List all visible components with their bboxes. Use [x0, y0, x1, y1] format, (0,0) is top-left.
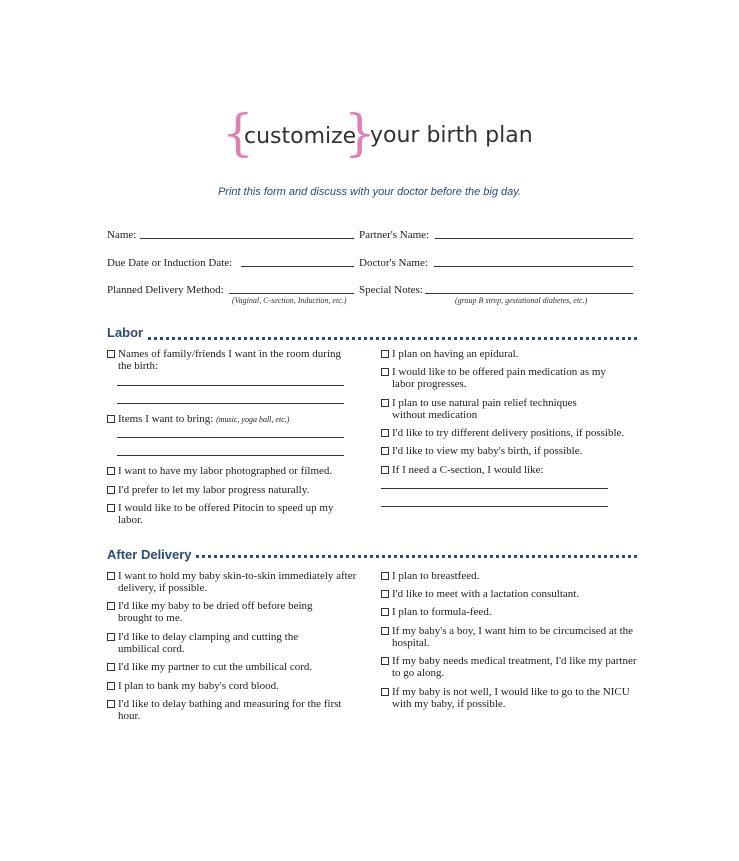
after-nicu-item[interactable]: [381, 686, 637, 710]
labor-csection-item[interactable]: [381, 464, 642, 476]
labor-pitocin-item[interactable]: [107, 502, 348, 526]
delivery-method-label: Planned Delivery Method:: [107, 284, 224, 296]
checkbox[interactable]: [381, 399, 389, 407]
item-label: I plan to breastfeed.: [392, 570, 480, 582]
special-notes-note: (group B strep, gestational diabetes, etc.): [455, 296, 588, 305]
name-field[interactable]: [140, 238, 354, 239]
checkbox[interactable]: [381, 590, 389, 598]
labor-natural-relief-item[interactable]: [381, 397, 607, 421]
item-label: I want to have my labor photographed or filmed.: [118, 465, 333, 477]
after-medical-treatment-item[interactable]: [381, 655, 642, 679]
after-skin-to-skin-item[interactable]: [107, 570, 363, 594]
item-label: I'd like to try different delivery positions, if possible.: [392, 427, 625, 439]
labor-photo-item[interactable]: [107, 465, 363, 477]
item-label: I plan on having an epidural.: [392, 348, 519, 360]
due-date-field[interactable]: [241, 266, 354, 267]
labor-view-birth-item[interactable]: [381, 445, 642, 457]
item-label: Names of family/friends I want in the room during the birth:: [118, 348, 342, 372]
checkbox[interactable]: [381, 447, 389, 455]
labor-items-line-2[interactable]: [117, 455, 344, 456]
checkbox[interactable]: [381, 608, 389, 616]
checkbox[interactable]: [381, 657, 389, 665]
special-notes-field[interactable]: [425, 293, 633, 294]
item-label: I'd prefer to let my labor progress naturally.: [118, 484, 310, 496]
special-notes-label: Special Notes:: [359, 284, 423, 296]
checkbox[interactable]: [107, 602, 115, 610]
checkbox[interactable]: [381, 466, 389, 474]
item-label: If my baby is not well, I would like to go to the NICU with my baby, if possible.: [392, 686, 630, 710]
checkbox[interactable]: [107, 415, 115, 423]
checkbox[interactable]: [107, 504, 115, 512]
item-label: If my baby needs medical treatment, I'd like my partner to go along.: [392, 655, 637, 679]
title-highlight: customize: [244, 124, 357, 149]
after-delay-bathing-item[interactable]: [107, 698, 348, 722]
item-label: I want to hold my baby skin-to-skin immediately after delivery, if possible.: [118, 570, 357, 594]
labor-epidural-item[interactable]: [381, 348, 642, 360]
checkbox[interactable]: [381, 350, 389, 358]
doctor-name-field[interactable]: [434, 266, 633, 267]
checkbox[interactable]: [107, 486, 115, 494]
checkbox[interactable]: [107, 633, 115, 641]
item-label: I'd like to meet with a lactation consultant.: [392, 588, 580, 600]
checkbox[interactable]: [381, 627, 389, 635]
labor-csection-line-1[interactable]: [381, 488, 608, 489]
title-close-brace: }: [344, 104, 376, 162]
after-delivery-heading: After Delivery: [107, 547, 192, 562]
labor-positions-item[interactable]: [381, 427, 647, 439]
checkbox[interactable]: [107, 572, 115, 580]
labor-csection-line-2[interactable]: [381, 506, 608, 507]
item-label: I plan to bank my baby's cord blood.: [118, 680, 279, 692]
items-note: (music, yoga ball, etc.): [216, 415, 290, 424]
labor-items-item[interactable]: [107, 413, 358, 426]
checkbox[interactable]: [381, 429, 389, 437]
item-label: I plan to formula-feed.: [392, 606, 492, 618]
item-label: I would like to be offered Pitocin to speed up my labor.: [118, 502, 334, 526]
after-delivery-divider: [196, 555, 637, 558]
item-label: I'd like to delay bathing and measuring for the first hour.: [118, 698, 342, 722]
title-rest: your birth plan: [370, 123, 533, 148]
title-open-brace: {: [222, 104, 254, 162]
item-label: If I need a C-section, I would like:: [392, 464, 544, 476]
checkbox[interactable]: [381, 688, 389, 696]
after-cord-blood-item[interactable]: [107, 680, 363, 692]
checkbox[interactable]: [107, 700, 115, 708]
after-lactation-item[interactable]: [381, 588, 642, 600]
labor-family-line-2[interactable]: [117, 403, 344, 404]
item-label: I plan to use natural pain relief techniques without medication: [392, 397, 577, 421]
item-label: Items I want to bring:: [118, 413, 214, 425]
due-date-label: Due Date or Induction Date:: [107, 257, 233, 269]
delivery-method-note: (Vaginal, C-section, Induction, etc.): [232, 296, 347, 305]
checkbox[interactable]: [107, 682, 115, 690]
after-dried-off-item[interactable]: [107, 600, 343, 624]
labor-pain-med-item[interactable]: [381, 366, 607, 390]
after-partner-cut-item[interactable]: [107, 661, 363, 673]
labor-family-item[interactable]: [107, 348, 348, 372]
after-circumcision-item[interactable]: [381, 625, 642, 649]
labor-natural-item[interactable]: [107, 484, 363, 496]
item-label: I'd like my baby to be dried off before being brought to me.: [118, 600, 313, 624]
labor-divider: [148, 337, 637, 340]
checkbox[interactable]: [107, 350, 115, 358]
doctor-name-label: Doctor's Name:: [359, 257, 428, 269]
after-breastfeed-item[interactable]: [381, 570, 642, 582]
checkbox[interactable]: [107, 467, 115, 475]
partner-name-label: Partner's Name:: [359, 229, 430, 241]
partner-name-field[interactable]: [435, 238, 633, 239]
item-label: I'd like to view my baby's birth, if possible.: [392, 445, 583, 457]
checkbox[interactable]: [381, 368, 389, 376]
after-formula-item[interactable]: [381, 606, 642, 618]
name-label: Name:: [107, 229, 137, 241]
item-label: If my baby's a boy, I want him to be circumcised at the hospital.: [392, 625, 634, 649]
labor-items-line-1[interactable]: [117, 437, 344, 438]
checkbox[interactable]: [107, 663, 115, 671]
labor-family-line-1[interactable]: [117, 385, 344, 386]
delivery-method-field[interactable]: [229, 293, 354, 294]
item-label: I'd like my partner to cut the umbilical cord.: [118, 661, 313, 673]
subtitle: Print this form and discuss with your doctor before the big day.: [217, 186, 522, 198]
labor-heading: Labor: [107, 325, 144, 340]
after-delay-clamping-item[interactable]: [107, 631, 333, 655]
item-label: I'd like to delay clamping and cutting the umbilical cord.: [118, 631, 299, 655]
checkbox[interactable]: [381, 572, 389, 580]
item-label: I would like to be offered pain medication as my labor progresses.: [392, 366, 606, 390]
